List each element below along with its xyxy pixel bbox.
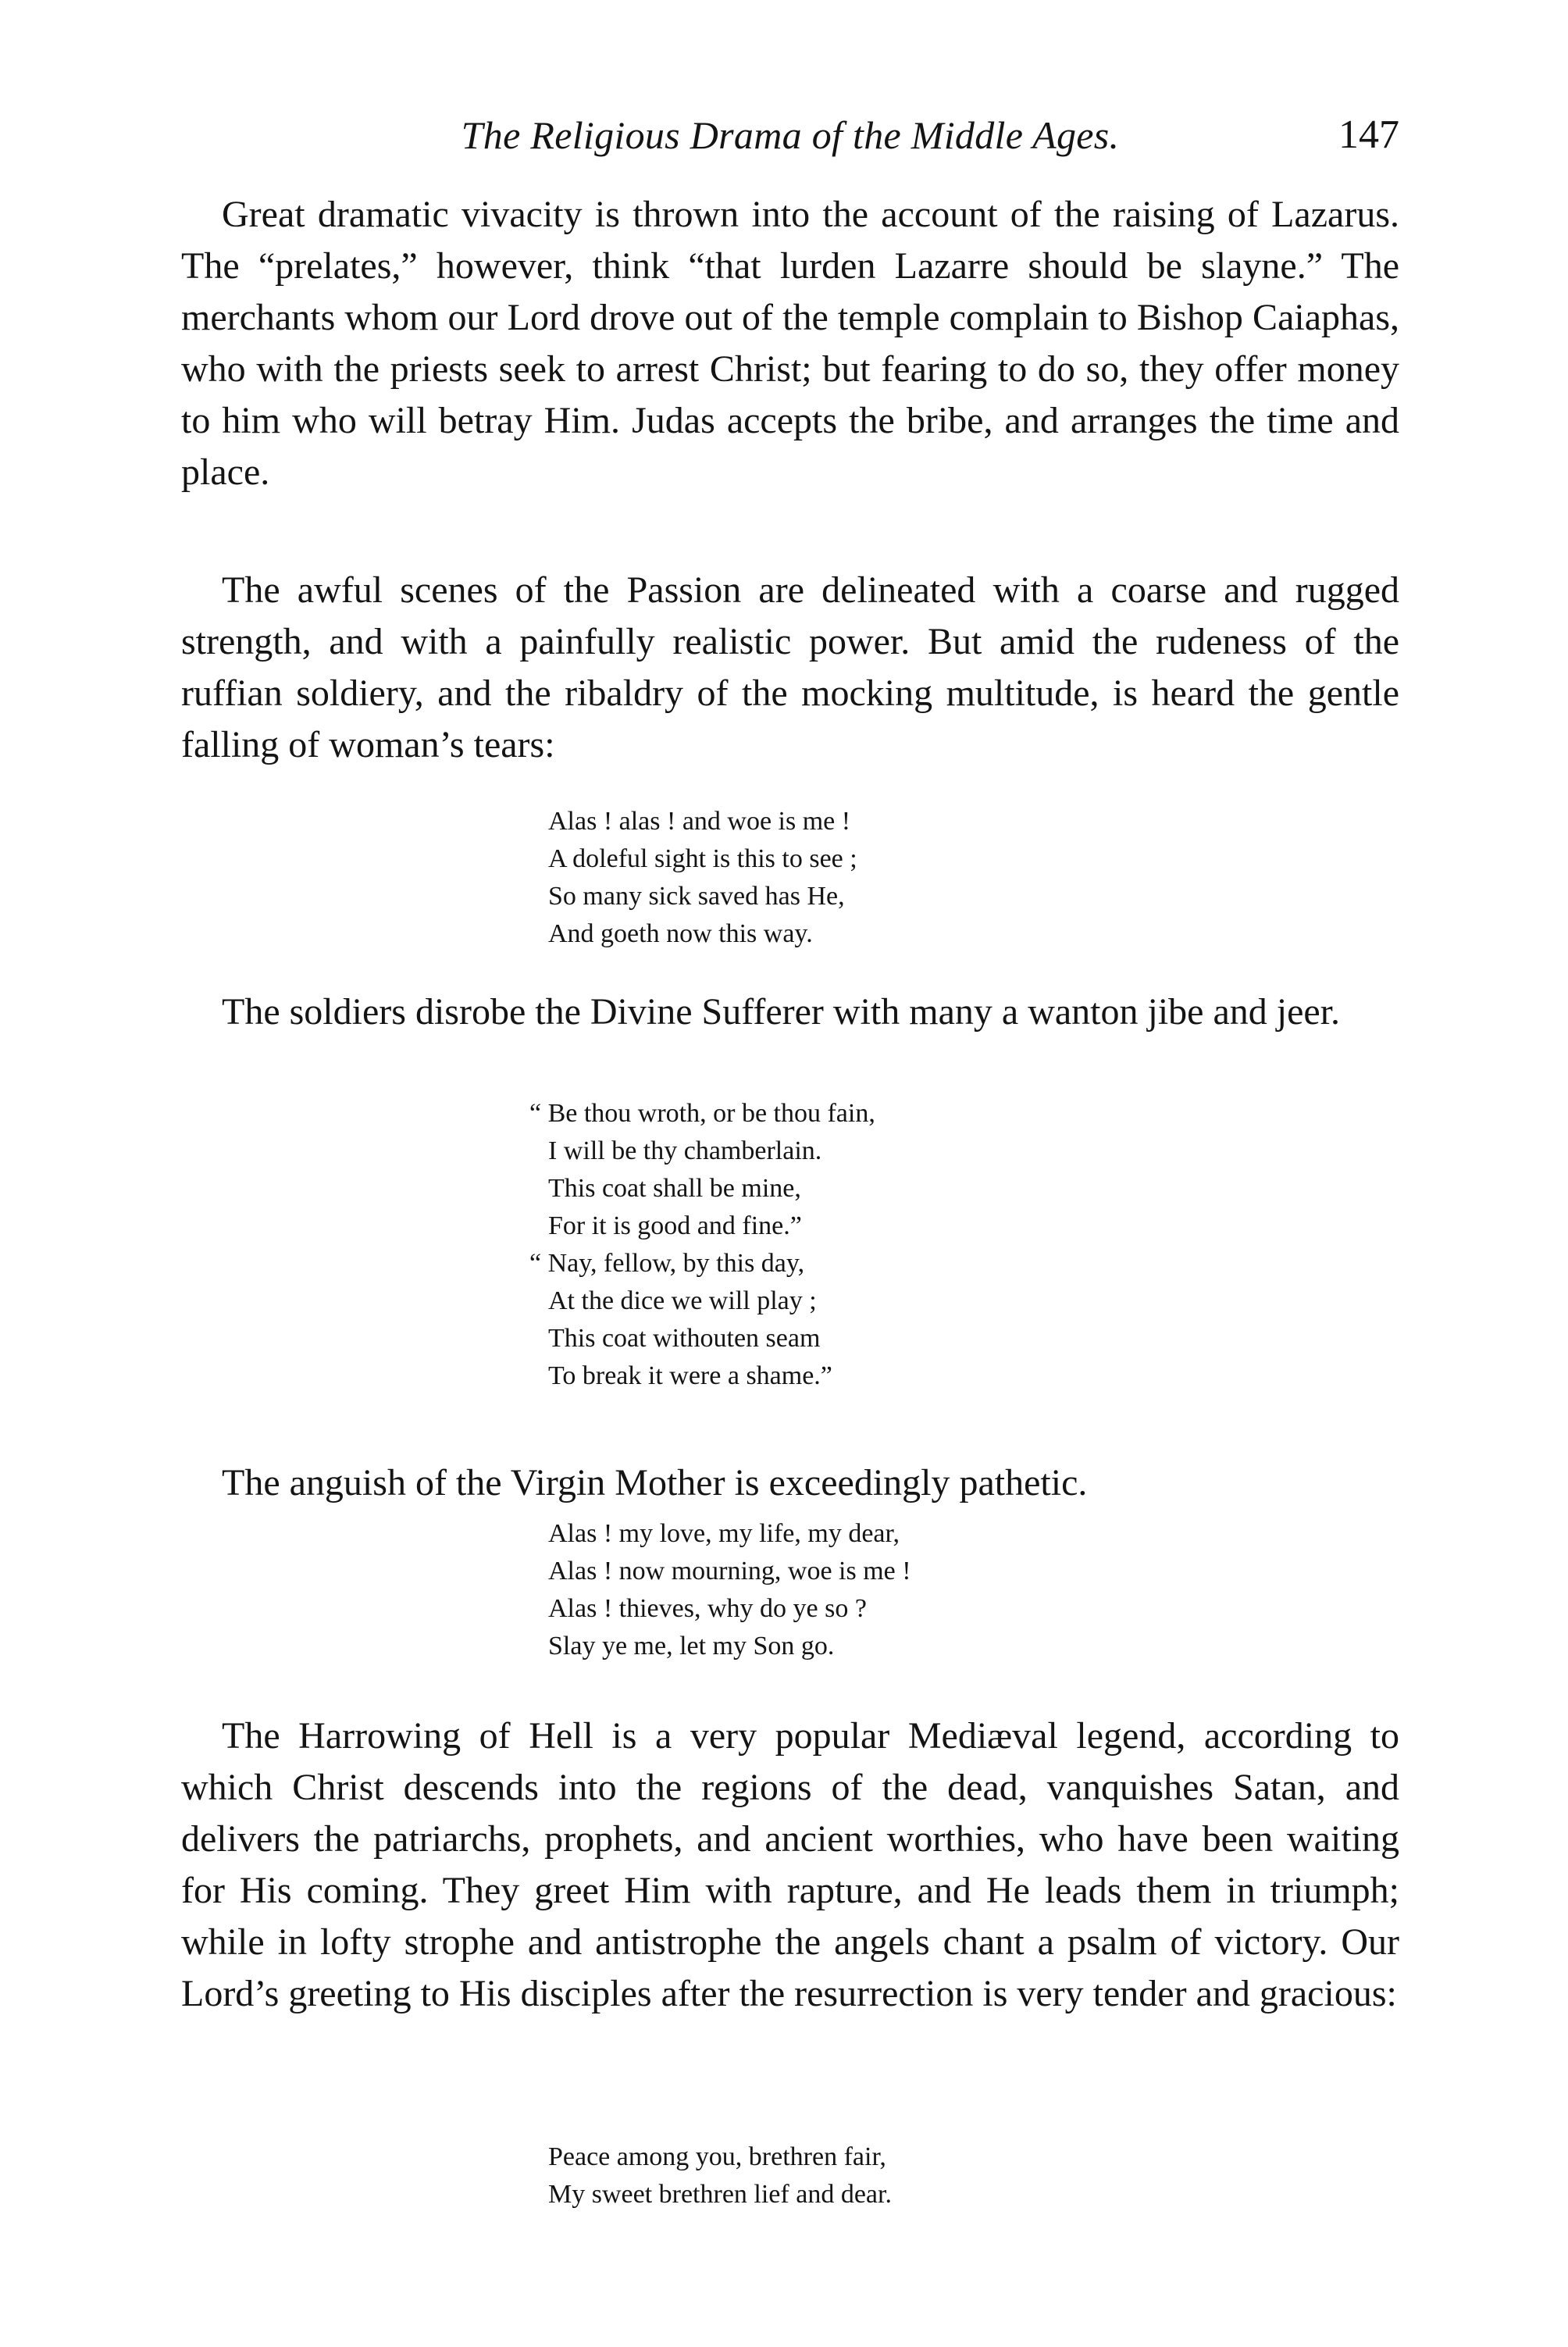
verse-soldiers [529, 1095, 875, 1395]
verse-line: “ Nay, fellow, by this day, [529, 1249, 805, 1278]
verse-greeting [548, 2138, 892, 2213]
paragraph-soldiers: The soldiers disrobe the Divine Sufferer with many a wanton jibe and jeer. [222, 991, 1341, 1033]
verse-line: For it is good and fine.” [548, 1211, 802, 1240]
verse-line: Peace among you, brethren fair, [548, 2142, 886, 2171]
running-title: The Religious Drama of the Middle Ages. [461, 113, 1120, 157]
page-number: 147 [1338, 112, 1399, 157]
verse-line: My sweet brethren lief and dear. [548, 2180, 892, 2209]
verse-line: This coat withouten seam [548, 1324, 821, 1353]
verse-line: “ Be thou wroth, or be thou fain, [529, 1099, 875, 1128]
verse-line: A doleful sight is this to see ; [548, 844, 857, 873]
verse-line: At the dice we will play ; [548, 1286, 817, 1315]
verse-line: And goeth now this way. [548, 919, 813, 948]
verse-line: I will be thy chamberlain. [548, 1136, 822, 1165]
verse-line: So many sick saved has He, [548, 882, 845, 911]
verse-line: This coat shall be mine, [548, 1174, 801, 1203]
paragraph-virgin-mother: The anguish of the Virgin Mother is exceedingly pathetic. [222, 1462, 1088, 1503]
verse-woe [548, 803, 857, 953]
verse-line: Alas ! now mourning, woe is me ! [548, 1557, 911, 1585]
verse-line: Alas ! alas ! and woe is me ! [548, 807, 851, 836]
verse-lament [548, 1515, 911, 1665]
verse-line: Alas ! my love, my life, my dear, [548, 1519, 900, 1548]
verse-line: Slay ye me, let my Son go. [548, 1632, 835, 1660]
paragraph-harrowing: The Harrowing of Hell is a very popular Mediæval legend, according to which Christ descends into the regions of the dead, vanquishes Satan, and delivers the patriarchs, prophets, and ancient worthies, who have been waiting for His coming. They greet Him with rapture, and He leads them in triumph; while in lofty strophe and antistrophe the angels chant a psalm of victory. Our Lord’s greeting to His disciples after the resurrection is very tender and gracious: [181, 1715, 1399, 2014]
verse-line: To break it were a shame.” [548, 1361, 832, 1390]
page-header [181, 108, 1399, 162]
paragraph-lazarus: Great dramatic vivacity is thrown into the account of the raising of Lazarus. The “prelates,” however, think “that lurden Lazarre should be slayne.” The merchants whom our Lord drove out of the temple complain to Bishop Caiaphas, who with the priests seek to arrest Christ; but fearing to do so, they offer money to him who will betray Him. Judas accepts the bribe, and arranges the time and place. [181, 194, 1399, 493]
verse-line: Alas ! thieves, why do ye so ? [548, 1594, 867, 1623]
paragraph-passion: The awful scenes of the Passion are delineated with a coarse and rugged strength, and with a painfully realistic power. But amid the rudeness of the ruffian soldiery, and the ribaldry of the mocking multitude, is heard the gentle falling of woman’s tears: [181, 569, 1399, 765]
